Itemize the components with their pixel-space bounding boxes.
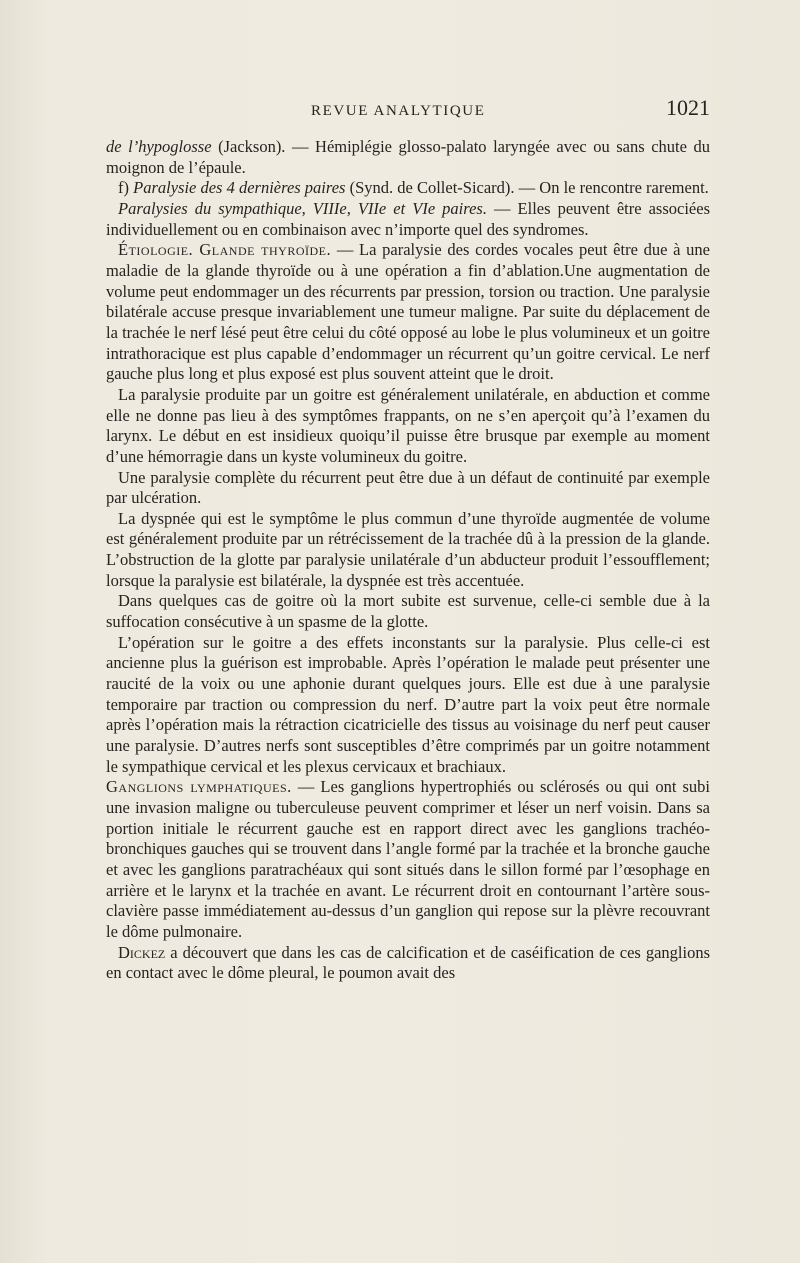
paragraph — [106, 137, 710, 178]
paragraph-text: Dans quelques cas de goitre où la mort subite est survenue, celle-ci semble due à la suffocation consécutive à un spasme de la glotte. — [106, 591, 710, 632]
paragraph — [106, 468, 710, 509]
paragraph-text: — Les ganglions hypertrophiés ou sclérosés ou qui ont subi une invasion maligne ou tuberculeuse peuvent comprimer et léser un nerf voisin. Dans sa portion initiale le récurrent gauche est en rapport direct avec les ganglions trachéo-bronchiques gauches qui se trouvent dans l’angle formé par la trachée et la bronche gauche et avec les ganglions paratrachéaux qui sont situés dans le sillon formé par l’œsophage en arrière et le larynx et la trachée en avant. Le récurrent droit en contournant l’artère sous-clavière passe immédiatement au-dessus d’un ganglion qui repose sur la plèvre recouvrant le dôme pulmonaire. — [106, 777, 710, 941]
paragraph-text: (Synd. de Collet-Sicard). — On le rencontre rarement. — [345, 178, 709, 198]
paragraph — [106, 633, 710, 778]
paragraph — [106, 777, 710, 942]
page-number: 1021 — [666, 95, 710, 120]
italic-term: de l’hypoglosse — [106, 137, 212, 156]
paragraph — [106, 385, 710, 468]
paragraph-text: — La paralysie des cordes vocales peut être due à une maladie de la glande thyroïde ou à une opération a fin d’ablation.Une augmentation de volume peut endommager un des récurrents par pression, torsion ou traction. Une paralysie bilatérale accuse presque invariablement une tumeur maligne. Par suite du déplacement de la trachée le nerf lésé peut être celui du côté opposé au lobe le plus volumineux et un goitre intrathoracique est plus capable d’endommager un récurrent qu’un goitre cervical. Le nerf gauche plus long et plus exposé est plus souvent atteint que le droit. — [106, 240, 710, 384]
italic-term: Paralysie des 4 dernières paires — [133, 178, 346, 198]
section-heading: Ganglions lymphatiques. — [106, 777, 292, 797]
paragraph-text: a découvert que dans les cas de calcification et de caséification de ces ganglions en contact avec le dôme pleural, le poumon avait des — [106, 942, 710, 983]
paragraph-text: La paralysie produite par un goitre est généralement unilatérale, en abduction et comme elle ne donne pas lieu à des symptômes frappants, on ne s’en aperçoit qu’à l’examen du larynx. Le début en est insidieux quoiqu’il puisse être brusque par exemple au moment d’une hémorragie dans un kyste volumineux du goitre. — [106, 384, 710, 466]
body-text — [106, 137, 710, 984]
paragraph — [106, 199, 710, 240]
paragraph — [106, 240, 710, 385]
paragraph-text: — Elles peuvent être associées individuellement ou en combinaison avec n’importe quel des syndromes. — [106, 198, 711, 239]
paragraph-text: (Jackson). — Hémiplégie glosso-palato laryngée avec ou sans chute du moignon de l’épaule. — [106, 137, 710, 177]
paragraph — [106, 943, 710, 984]
section-heading: Étiologie. Glande thyroïde. — [118, 240, 332, 260]
paragraph — [106, 509, 710, 592]
list-label: f) — [118, 178, 134, 198]
paragraph-text: La dyspnée qui est le symptôme le plus commun d’une thyroïde augmentée de volume est généralement produite par un rétrécissement de la trachée dû à la pression de la glande. L’obstruction de la glotte par paralysie unilatérale d’un abducteur produit l’essoufflement; lorsque la paralysie est bilatérale, la dyspnée est très accentuée. — [106, 508, 710, 590]
paragraph — [106, 178, 710, 199]
page-header — [106, 93, 710, 129]
paragraph-text: L’opération sur le goitre a des effets inconstants sur la paralysie. Plus celle-ci est ancienne plus la guérison est improbable. Après l’opération le malade peut présenter une raucité de la voix ou une aphonie durant quelques jours. Elle est due à une paralysie temporaire par traction ou compression du nerf. D’autre part la voix peut être normale après l’opération mais la rétraction cicatricielle des tissus au voisinage du nerf peut causer une paralysie. D’autres nerfs sont susceptibles d’être comprimés par un goitre notamment le sympathique cervical et les plexus cervicaux et brachiaux. — [106, 632, 710, 776]
paragraph-text: Une paralysie complète du récurrent peut être due à un défaut de continuité par exemple par ulcération. — [106, 467, 710, 508]
italic-term: Paralysies du sympathique, VIIIe, VIIe et VIe paires. — [118, 198, 487, 218]
author-name: Dickez — [118, 942, 166, 962]
running-title: REVUE ANALYTIQUE — [311, 103, 486, 119]
paragraph — [106, 591, 710, 632]
